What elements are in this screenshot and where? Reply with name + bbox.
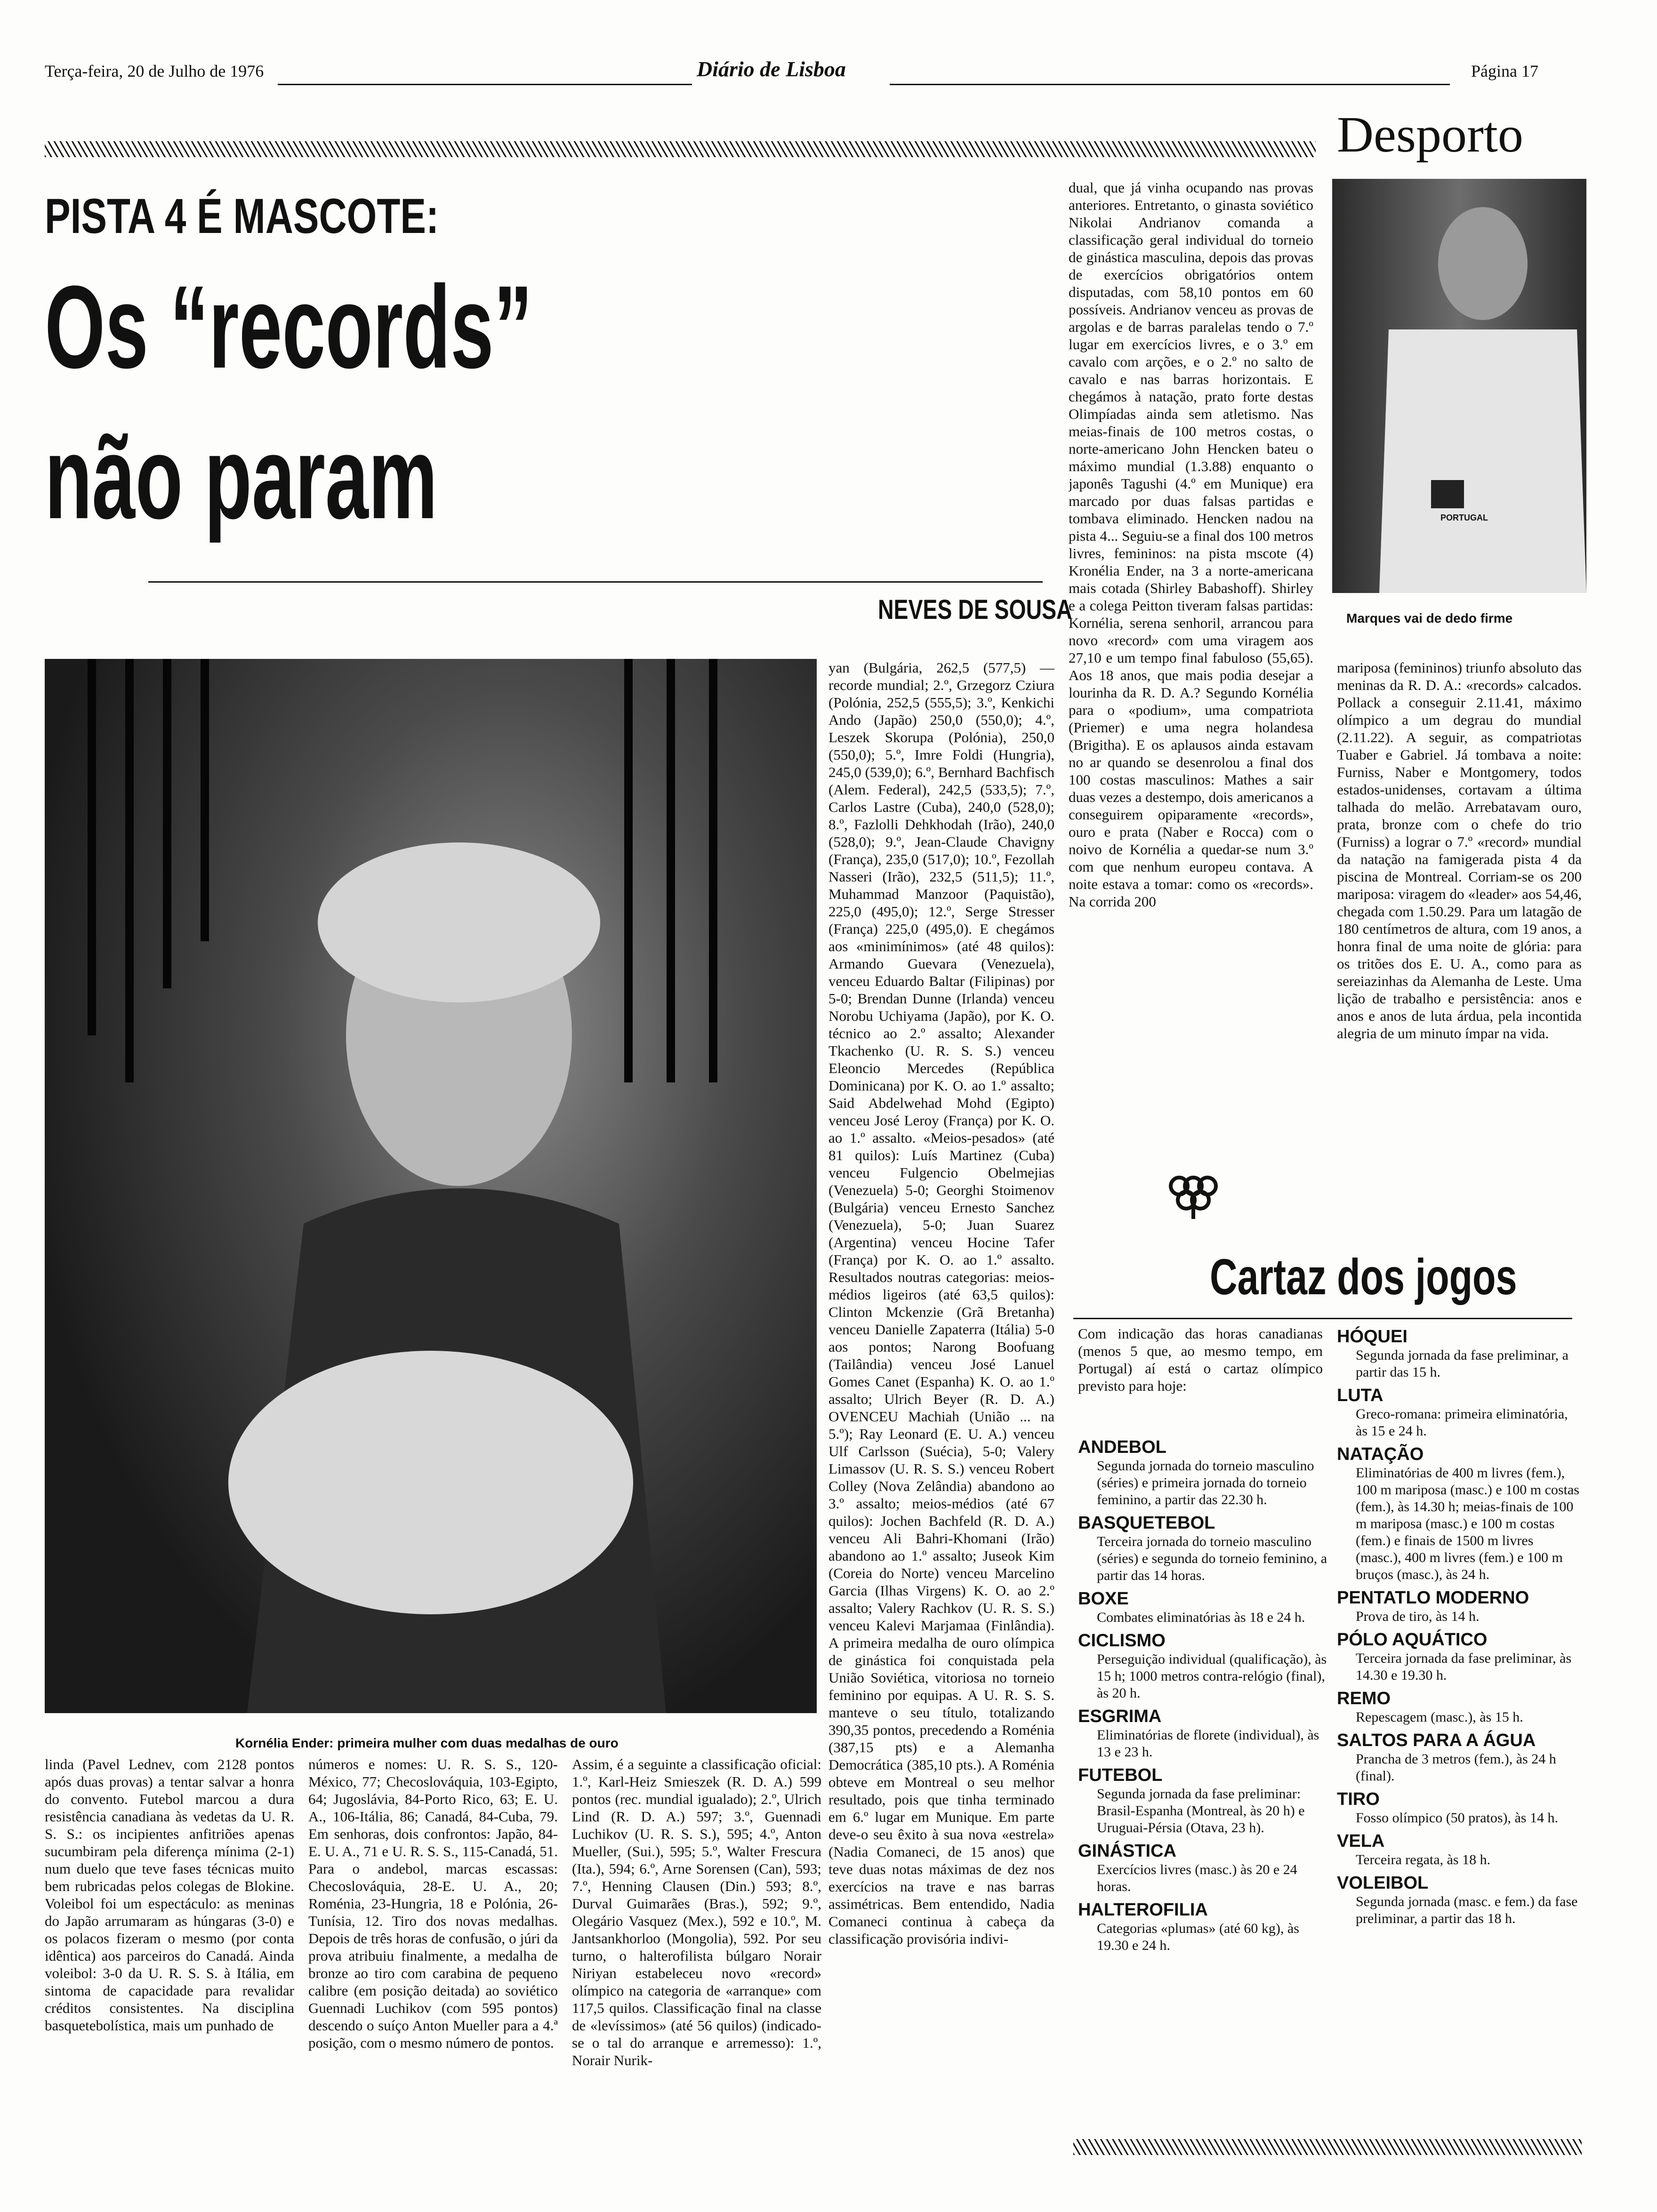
cartaz-sport-text: Eliminatórias de 400 m livres (fem.), 100 m mariposa (masc.) e 100 m costas (fem.), às 14.30 h; meias-finais de 100 m mariposa (masc.) e 100 m costas (fem.) e finais de 1500 m livres (masc.), 400 m livres (fem.) e 100 m bruços (masc.), às 24 h. <box>1356 1465 1579 1582</box>
cartaz-sport-text: Prova de tiro, às 14 h. <box>1356 1609 1480 1624</box>
cartaz-sport-text: Perseguição individual (qualificação), às 15 h; 1000 metros contra-relógio (final), às 20 h. <box>1097 1651 1327 1701</box>
headline-rule <box>148 581 1043 583</box>
cartaz-sport-name: HALTEROFILIA <box>1078 1900 1208 1920</box>
cartaz-sport-name: SALTOS PARA A ÁGUA <box>1337 1731 1536 1750</box>
cartaz-right-list <box>1337 1325 1582 2130</box>
cartaz-sport-text: Segunda jornada (masc. e fem.) da fase preliminar, a partir das 18 h. <box>1356 1894 1578 1926</box>
cartaz-sport-text: Greco-romana: primeira eliminatória, às 15 e 24 h. <box>1356 1406 1568 1439</box>
cartaz-sport-text: Terceira regata, às 18 h. <box>1356 1852 1491 1867</box>
header-hatch-band <box>45 141 1316 157</box>
cartaz-sport-text: Exercícios livres (masc.) às 20 e 24 horas. <box>1097 1862 1297 1894</box>
cartaz-sport-text: Segunda jornada da fase preliminar: Brasil-Espanha (Montreal, às 20 h) e Uruguai-Pérsia (Otava, 23 h). <box>1097 1786 1305 1835</box>
cartaz-sport-name: REMO <box>1337 1689 1391 1708</box>
headline-line-2: não param <box>45 412 438 543</box>
cartaz-sport-text: Combates eliminatórias às 18 e 24 h. <box>1097 1610 1305 1625</box>
photo-marques <box>1332 179 1586 593</box>
cartaz-title: Cartaz dos jogos <box>1210 1248 1517 1305</box>
cartaz-sport-name: PENTATLO MODERNO <box>1337 1588 1529 1608</box>
cartaz-sport-name: HÓQUEI <box>1337 1327 1408 1346</box>
cartaz-sport-name: FUTEBOL <box>1078 1765 1163 1785</box>
cartaz-sport-text: Terceira jornada do torneio masculino (séries) e segunda do torneio feminino, a partir das 14 horas. <box>1097 1534 1327 1583</box>
masthead: Diário de Lisboa <box>697 57 846 81</box>
cartaz-sport-name: CICLISMO <box>1078 1631 1166 1651</box>
cartaz-sport-text: Prancha de 3 metros (fem.), às 24 h (final). <box>1356 1751 1556 1784</box>
cartaz-sport-text: Eliminatórias de florete (individual), às 13 e 23 h. <box>1097 1727 1319 1760</box>
header-rule-right <box>890 84 1450 85</box>
kicker: PISTA 4 É MASCOTE: <box>45 189 439 244</box>
cartaz-sport-text: Segunda jornada do torneio masculino (séries) e primeira jornada do torneio feminino, a partir das 22.30 h. <box>1097 1458 1314 1507</box>
cartaz-sport-name: BOXE <box>1078 1589 1129 1609</box>
section-title: Desporto <box>1337 107 1523 163</box>
cartaz-sport-text: Categorias «plumas» (até 60 kg), às 19.30 e 24 h. <box>1097 1921 1299 1953</box>
portugal-badge-text: PORTUGAL <box>1440 513 1488 522</box>
column-5-top: dual, que já vinha ocupando nas provas anteriores. Entretanto, o ginasta soviético Nikolai Andrianov comanda a classificação geral individual do torneio de ginástica masculina, depois das provas de exercícios obrigatórios ontem disputadas, com 58,10 pontos em 60 possíveis. Andrianov venceu as provas de argolas e de barras paralelas tendo o 7.º lugar em exercícios livres, e o 3.º em cavalo com arções, e o 2.º no salto de cavalo e nas barras horizontais. E chegámos à natação, prato forte destas Olimpíadas ainda sem atletismo. Nas meias-finais de 100 metros costas, o norte-americano John Hencken bateu o máximo mundial (1.3.88) enquanto o japonês Tagushi (4.º em Munique) era marcado por duas falsas partidas e tombava eliminado. Hencken nadou na pista 4... Seguiu-se a final dos 100 metros livres, femininos: na pista mscote (4) Kronélia Ender, na 3 a norte-americana mais cotada (Shirley Babashoff). Shirley e a colega Peitton tiveram falsas partidas: Kornélia, serena senhoril, arrancou para novo «record» com uma viragem aos 27,10 e um tempo final fabuloso (55,65). Aos 18 anos, que mais podia desejar a lourinha da R. D. A.? Segundo Kornélia para o «podium», uma compatriota (Priemer) e uma negra holandesa (Brigitha). E os aplausos ainda estavam no ar quando se desenrolou a final dos 100 costas masculinos: Mathes a sair duas vezes a destempo, dois americanos a conseguirem opiparamente «records», ouro e prata (Naber e Rocca) com o noivo de Kornélia a quedar-se num 3.º com que nenhum europeu contava. A noite estava a tomar: como os «records». Na corrida 200 <box>1069 179 1313 910</box>
header-rule-left <box>278 84 692 85</box>
photo-detail <box>45 659 817 1713</box>
cartaz-sport-name: ESGRIMA <box>1078 1707 1162 1726</box>
cartaz-sport-name: VELA <box>1337 1831 1385 1851</box>
headline-line-1: Os “records” <box>45 261 533 393</box>
photo-marques-detail <box>1332 179 1586 593</box>
cartaz-left-list <box>1078 1435 1327 2132</box>
cartaz-rule <box>1073 1318 1572 1319</box>
cartaz-sport-name: VOLEIBOL <box>1337 1873 1429 1893</box>
cartaz-sport-text: Fosso olímpico (50 pratos), às 14 h. <box>1356 1810 1558 1826</box>
cartaz-sport-name: ANDEBOL <box>1078 1437 1166 1457</box>
cartaz-sport-text: Segunda jornada da fase preliminar, a partir das 15 h. <box>1356 1347 1569 1380</box>
column-3-bottom: Assim, é a seguinte a classificação oficial: 1.º, Karl-Heiz Smieszek (R. D. A.) 599 pontos (rec. mundial igualado); 2.º, Ulrich Lind (R. D. A.) 597; 3.º, Guennadi Luchikov (U. R. S. S.), 595; 4.º, Anton Mueller, (Sui.), 595; 5.º, Walter Frescura (Ita.), 594; 6.º, Arne Sorensen (Can), 593; 7.º, Henning Clausen (Din.) 593; 8.º, Durval Guimarães (Bras.), 592; 9.º, Olegário Vasquez (Mex.), 592 e 10.º, M. Jantsankhorloo (Mongolia), 592. Por seu turno, o halterofilista búlgaro Norair Niriyan estabeleceu novo «record» olímpico na categoria de «arranque» com 117,5 quilos. Classificação final na classe de «levíssimos» (até 56 quilos) (indicado-se o tal do arranque e arremesso): 1.º, Norair Nurik- <box>572 1756 821 2068</box>
montreal-olympic-logo-icon <box>1167 1172 1219 1224</box>
cartaz-sport-name: LUTA <box>1337 1386 1384 1405</box>
date-line: Terça-feira, 20 de Julho de 1976 <box>45 62 264 80</box>
cartaz-sport-name: PÓLO AQUÁTICO <box>1337 1630 1488 1650</box>
photo-caption-marques: Marques vai de dedo firme <box>1346 611 1513 625</box>
cartaz-intro: Com indicação das horas canadianas (menos 5 que, ao mesmo tempo, em Portugal) aí está o cartaz olímpico previsto para hoje: <box>1078 1325 1323 1394</box>
column-4: yan (Bulgária, 262,5 (577,5) — recorde mundial; 2.º, Grzegorz Cziura (Polónia, 252,5 (555,5); 3.º, Kenkichi Ando (Japão) 250,0 (550,0); 4.º, Leszek Skorupa (Polónia), 250,0 (550,0); 5.º, Imre Foldi (Hungria), 245,0 (539,0); 6.º, Bernhard Bachfisch (Alem. Federal), 242,5 (533,5); 7.º, Carlos Lastre (Cuba), 240,0 (528,0); 8.º, Fazlolli Dehkhodah (Irão), 240,0 (528,0); 9.º, Jean-Claude Chavigny (França), 235,0 (517,0); 10.º, Fezollah Nasseri (Irão), 232,5 (511,5); 11.º, Muhammad Manzoor (Paquistão), 225,0 (495,0); 12.º, Serge Stresser (França) 225,0 (495,0). E chegámos aos «minimínimos» (até 48 quilos): Armando Guevara (Venezuela), venceu Eduardo Baltar (Filipinas) por 5-0; Brendan Dunne (Irlanda) venceu Norobu Uchiyama (Japão), por K. O. técnico ao 2.º assalto; Alexander Tkachenko (U. R. S. S.) venceu Eleoncio Mercedes (República Dominicana) por K. O. ao 1.º assalto; Said Abdelwehad Mohd (Egipto) venceu José Leroy (França) por K. O. ao 1.º assalto. «Meios-pesados» (até 81 quilos): Luís Martinez (Cuba) venceu Fulgencio Obelmejias (Venezuela) 5-0; Georghi Stoimenov (Bulgária) venceu Ernesto Sanchez (Venezuela), 5-0; Juan Suarez (Argentina) venceu Hocine Tafer (França) por K. O. ao 1.º assalto. Resultados noutras categorias: meios-médios ligeiros (até 63,5 quilos): Clinton Mckenzie (Grã Bretanha) venceu Danielle Zapaterra (Itália) 5-0 aos pontos; Narong Boofuang (Tailândia) venceu José Lanuel Gomes Canet (Espanha) K. O. ao 1.º assalto; Ulrich Beyer (R. D. A.) OVENCEU Machiah (União ... na 5.º); Ray Leonard (E. U. A.) venceu Ulf Carlsson (Suécia), 5-0; Valery Limassov (U. R. S. S.) venceu Robert Colley (Nova Zelândia) abandono ao 3.º assalto; meios-médios (até 67 quilos): Jochen Bachfeld (R. D. A.) venceu Ali Bahri-Khomani (Irão) abandono ao 1.º assalto; Juseok Kim (Coreia do Norte) venceu Marcelino Garcia (Ilhas Virgens) K. O. ao 2.º assalto; Valery Rachkov (U. R. S. S.) venceu Kalevi Marjamaa (Finlândia). A primeira medalha de ouro olímpica de ginástica foi conquistada pela União Soviética, vitoriosa no torneio feminino por equipas. A U. R. S. S. manteve o seu título, totalizando 390,35 pontos, precedendo a Roménia (387,15 pts) e a Alemanha Democrática (385,10 pts.). A Roménia obteve em Montreal o seu melhor resultado, pois que tinha terminado em 6.º lugar em Munique. Em parte deve-o seu êxito à sua nova «estrela» (Nadia Comaneci, de 15 anos) que teve duas notas máximas de dez nos exercícios na trave e nas barras assimétricas. Bem entendido, Nadia Comaneci continua à cabeça da classificação provisória indivi- <box>828 659 1054 1947</box>
byline: NEVES DE SOUSA <box>878 594 1072 625</box>
footer-hatch-band <box>1073 2139 1582 2155</box>
cartaz-sport-text: Repescagem (masc.), às 15 h. <box>1356 1709 1523 1725</box>
photo-kornelia-ender <box>45 659 817 1713</box>
cartaz-sport-name: GINÁSTICA <box>1078 1841 1176 1861</box>
column-1-bottom: linda (Pavel Lednev, com 2128 pontos após duas provas) a tentar salvar a honra do convento. Futebol marcou a dura resistência canadiana às vedetas da U. R. S. S.: os incipientes anfitriões apenas sucumbiram pela diferença mínima (2-1) num duelo que teve fases técnicas muito bem rubricadas pelos colegas de Blokine. Voleibol foi um espectáculo: as meninas do Japão arrumaram as húngaras (3-0) e os polacos fizeram o mesmo (por conta idêntica) aos parceiros do Canadá. Ainda voleibol: 3-0 da U. R. S. S. à Itália, em sintoma de capacidade para revalidar créditos consistentes. Na disciplina basquetebolística, mais um punhado de <box>45 1756 294 2034</box>
column-2-bottom: números e nomes: U. R. S. S., 120-México, 77; Checoslováquia, 103-Egipto, 64; Jugoslávia, 84-Porto Rico, 63; E. U. A., 106-Itália, 86; Canadá, 84-Cuba, 79. Em senhoras, dois confrontos: Japão, 84-E. U. A., 71 e U. R. S. S., 115-Canadá, 51. Para o andebol, marcas escassas: Checoslováquia, 28-E. U. A., 20; Roménia, 23-Hungria, 18 e Polónia, 26-Tunísia, 12. Tiro dos novas medalhas. Depois de três horas de confusão, o júri da prova atribuiu finalmente, a medalha de bronze ao tiro com carabina de pequeno calibre (em posição deitada) ao soviético Guennadi Luchikov (com 595 pontos) descendo o suíço Anton Mueller para a 4.ª posição, com o mesmo número de pontos. <box>308 1756 558 2051</box>
page-number: Página 17 <box>1471 62 1538 80</box>
column-6-top: mariposa (femininos) triunfo absoluto das meninas da R. D. A.: «records» calcados. Pollack a conseguir 2.11.41, máximo olímpico a um degrau do mundial (2.11.22). A seguir, as compatriotas Tuaber e Gabriel. Já tombava a noite: Furniss, Naber e Montgomery, todos estados-unidenses, cortavam a última talhada do melão. Arrebatavam ouro, prata, bronze com o chefe do trio (Furniss) a lograr o 7.º «record» mundial da natação na famigerada pista 4 da piscina de Montreal. Corriam-se os 200 mariposa: viragem do «leader» aos 54,46, chegada com 1.50.29. Para um latagão de 180 centímetros de altura, com 19 anos, a honra final de uma noite de glória: para os tritões dos E. U. A., como para as sereiazinhas da Alemanha de Leste. Uma lição de trabalho e persistência: anos e anos e anos de luta árdua, pela incontida alegria de um minuto ímpar na vida. <box>1337 659 1582 1042</box>
cartaz-sport-name: BASQUETEBOL <box>1078 1513 1215 1533</box>
cartaz-sport-name: NATAÇÃO <box>1337 1444 1424 1464</box>
cartaz-sport-name: TIRO <box>1337 1789 1380 1809</box>
photo-caption-ender: Kornélia Ender: primeira mulher com duas medalhas de ouro <box>235 1736 619 1750</box>
cartaz-sport-text: Terceira jornada da fase preliminar, às 14.30 e 19.30 h. <box>1356 1651 1572 1683</box>
